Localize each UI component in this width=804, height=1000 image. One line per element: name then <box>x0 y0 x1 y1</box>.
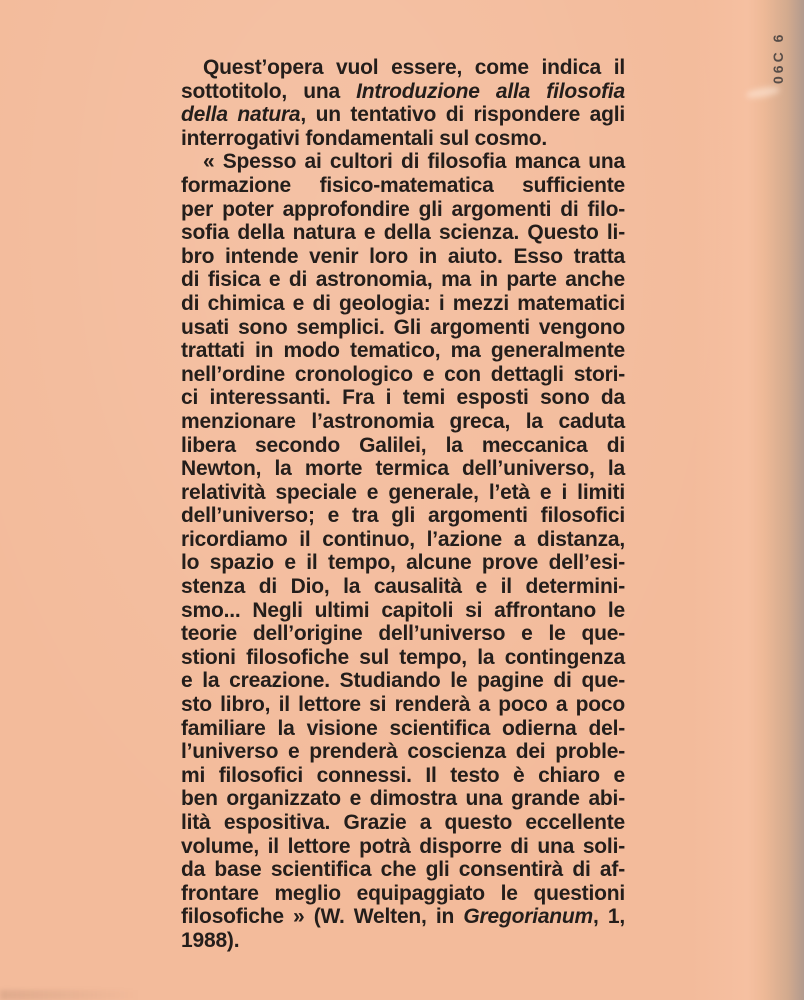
text-line <box>181 221 625 245</box>
text-segment: sofia della natura e della scienza. Questo li- <box>181 221 625 245</box>
text-line <box>181 717 625 741</box>
text-segment: usati sono semplici. Gli argomenti vengono <box>181 315 625 339</box>
text-segment: ricordiamo il continuo, l’azione a distanza, <box>181 527 625 551</box>
text-segment: relatività speciale e generale, l’età e i limiti <box>181 480 625 504</box>
text-line <box>181 386 625 410</box>
italic-text-segment: Gregorianum <box>463 905 594 929</box>
text-line <box>181 292 625 316</box>
text-segment: volume, il lettore potrà disporre di una soli- <box>181 834 625 858</box>
text-line <box>181 316 625 340</box>
text-segment: mi filosofici connessi. Il testo è chiaro e <box>181 763 625 787</box>
text-line <box>181 905 625 929</box>
text-line <box>181 575 625 599</box>
text-line <box>181 150 625 174</box>
text-segment: 1988). <box>181 928 240 952</box>
text-segment: teorie dell’origine dell’universo e le que- <box>181 622 625 646</box>
text-line <box>181 127 625 151</box>
text-line <box>181 622 625 646</box>
text-line <box>181 103 625 127</box>
text-block <box>181 56 625 953</box>
text-line <box>181 858 625 882</box>
text-line <box>181 457 625 481</box>
italic-text-segment: della natura <box>181 103 301 127</box>
text-line <box>181 198 625 222</box>
print-code: 06C 6 <box>770 31 786 84</box>
text-segment: di fisica e di astronomia, ma in parte anche <box>181 268 625 292</box>
text-line <box>181 339 625 363</box>
text-segment: da base scientifica che gli consentirà di af- <box>181 858 625 882</box>
text-segment: di chimica e di geologia: i mezzi matematici <box>181 291 625 315</box>
text-segment: lo spazio e il tempo, alcune prove dell’esi- <box>181 551 625 575</box>
text-segment: sto libro, il lettore si renderà a poco a poco <box>181 693 625 717</box>
text-line <box>181 551 625 575</box>
text-segment: , 1, <box>593 905 625 929</box>
text-line <box>181 764 625 788</box>
text-line <box>181 740 625 764</box>
text-segment: familiare la visione scientifica odierna del- <box>181 716 625 740</box>
text-segment: stenza di Dio, la causalità e il determini- <box>181 575 625 599</box>
text-segment: e la creazione. Studiando le pagine di que- <box>181 669 625 693</box>
text-segment: per poter approfondire gli argomenti di filo- <box>181 197 625 221</box>
text-line <box>181 929 625 953</box>
text-segment: sottotitolo, una <box>181 79 357 103</box>
text-segment: frontare meglio equipaggiato le questioni <box>181 881 625 905</box>
text-segment: filosofiche » (W. Welten, in <box>181 905 464 929</box>
text-segment: lità espositiva. Grazie a questo eccellente <box>181 811 625 834</box>
text-segment: Quest’opera vuol essere, come indica il <box>203 56 625 79</box>
text-segment: libera secondo Galilei, la meccanica di <box>181 433 625 457</box>
text-segment: menzionare l’astronomia greca, la caduta <box>181 409 625 433</box>
text-line <box>181 56 625 80</box>
text-line <box>181 787 625 811</box>
text-segment: formazione fisico-matematica sufficiente <box>181 173 625 197</box>
text-segment: Newton, la morte termica dell’universo, la <box>181 457 625 481</box>
italic-text-segment: Introduzione alla filosofia <box>356 79 625 103</box>
text-line <box>181 669 625 693</box>
text-line <box>181 268 625 292</box>
text-segment: smo... Negli ultimi capitoli si affrontano le <box>181 598 625 622</box>
text-segment: stioni filosofiche sul tempo, la contingenza <box>181 645 625 669</box>
text-line <box>181 410 625 434</box>
text-line <box>181 811 625 835</box>
text-segment: ci interessanti. Fra i temi esposti sono da <box>181 386 625 410</box>
text-segment: interrogativi fondamentali sul cosmo. <box>181 126 547 150</box>
text-line <box>181 646 625 670</box>
text-segment: bro intende venir loro in aiuto. Esso tratta <box>181 244 625 268</box>
text-line <box>181 693 625 717</box>
text-segment: nell’ordine cronologico e con dettagli stori- <box>181 362 625 386</box>
text-line <box>181 245 625 269</box>
text-line <box>181 174 625 198</box>
text-line <box>181 599 625 623</box>
text-line <box>181 481 625 505</box>
text-line <box>181 504 625 528</box>
text-segment: l’universo e prenderà coscienza dei proble- <box>181 740 625 764</box>
text-line <box>181 835 625 859</box>
page-crease-highlight <box>745 85 780 100</box>
text-line <box>181 528 625 552</box>
text-line <box>181 882 625 906</box>
text-line <box>181 80 625 104</box>
text-line <box>181 434 625 458</box>
text-segment: « Spesso ai cultori di filosofia manca una <box>203 150 625 174</box>
page-edge-shadow <box>0 990 140 1000</box>
text-segment: trattati in modo tematico, ma generalmente <box>181 339 625 363</box>
text-line <box>181 363 625 387</box>
text-segment: dell’universo; e tra gli argomenti filosofici <box>181 504 625 528</box>
text-segment: ben organizzato e dimostra una grande abi- <box>181 787 625 811</box>
text-segment: , un tentativo di rispondere agli <box>300 103 626 127</box>
